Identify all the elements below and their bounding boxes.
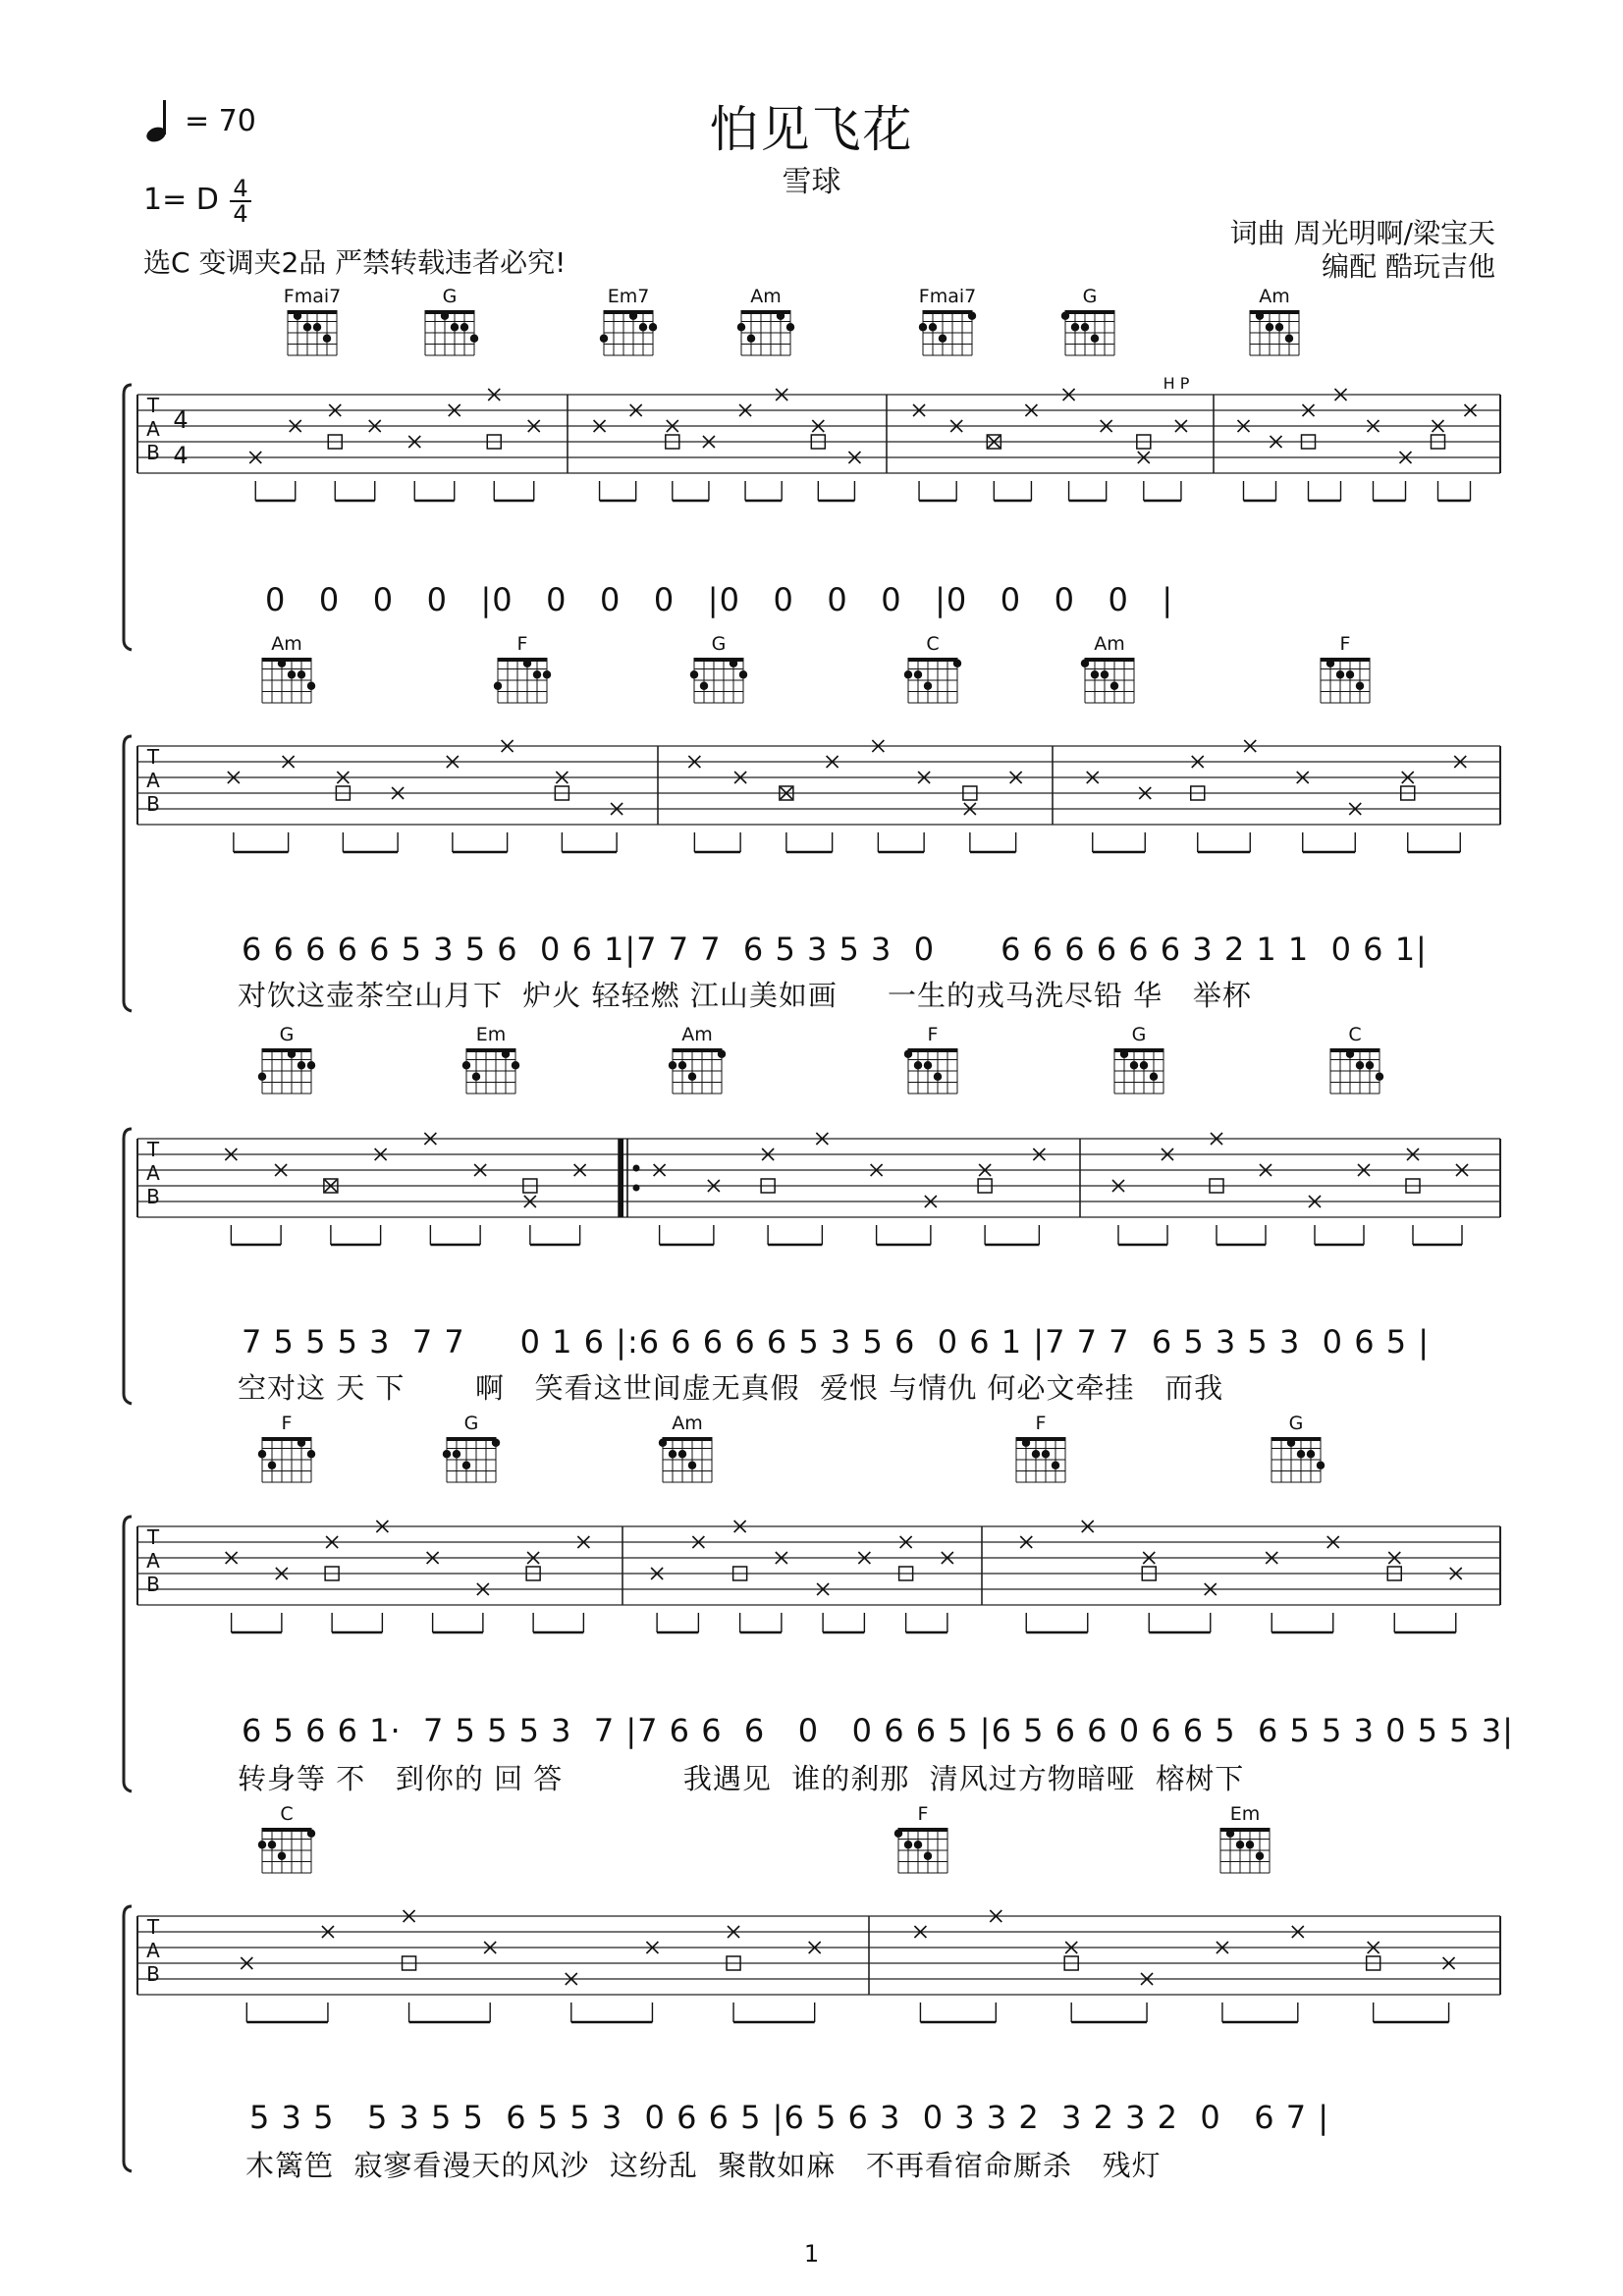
chord-finger-dot	[747, 335, 755, 343]
chord-finger-dot	[1317, 1462, 1325, 1469]
chord-nut	[262, 1048, 311, 1052]
chord-finger-dot	[303, 323, 311, 331]
chord-name: Em	[1229, 1803, 1261, 1825]
chord-finger-dot	[1307, 1450, 1315, 1458]
jianpu-row-3: 7 5 5 5 3 7 7 0 1 6 |:6 6 6 6 6 5 3 5 6 0 6 1 |7 7 7 6 5 3 5 3 0 6 5 |	[242, 1323, 1431, 1361]
chord-finger-dot	[777, 312, 784, 320]
chord-finger-dot	[258, 1073, 266, 1081]
system-bracket	[124, 736, 132, 1011]
chord-nut	[1330, 1048, 1380, 1052]
repeat-dot	[633, 1165, 640, 1172]
chord-finger-dot	[298, 1061, 305, 1069]
chord-finger-dot	[462, 1061, 470, 1069]
chord-finger-dot	[298, 1439, 305, 1447]
chord-finger-dot	[669, 1061, 676, 1069]
chord-finger-dot	[730, 660, 737, 667]
chord-finger-dot	[1061, 312, 1069, 320]
chord-nut	[604, 310, 653, 314]
chord-finger-dot	[1032, 1450, 1040, 1458]
chord-finger-dot	[929, 323, 937, 331]
chord-name: Em7	[607, 286, 650, 307]
chord-name: C	[926, 633, 940, 655]
chord-finger-dot	[441, 312, 449, 320]
hammer-pull-label: H P	[1163, 374, 1190, 393]
chord-name: G	[463, 1413, 479, 1434]
lyrics-row-2: 对饮这壶茶空山月下 炉火 轻轻燃 江山美如画 一生的戎马洗尽铅 华 举杯	[238, 979, 1252, 1012]
chord-finger-dot	[718, 1050, 726, 1058]
chord-name: Am	[750, 286, 782, 307]
credit-arrange: 编配 酷玩吉他	[1322, 250, 1495, 283]
tab-clef-letter: A	[146, 417, 160, 441]
chord-finger-dot	[1297, 1450, 1305, 1458]
chord-finger-dot	[924, 1061, 932, 1069]
chord-nut	[898, 1828, 947, 1832]
chord-finger-dot	[288, 670, 296, 678]
chord-finger-dot	[307, 1450, 315, 1458]
chord-finger-dot	[1346, 670, 1354, 678]
tempo-value: = 70	[185, 103, 256, 138]
repeat-barline-thick	[619, 1139, 623, 1217]
chord-finger-dot	[914, 1841, 922, 1848]
tab-clef-letter: A	[146, 1549, 160, 1573]
chord-finger-dot	[1366, 1061, 1374, 1069]
chord-finger-dot	[953, 660, 961, 667]
chord-finger-dot	[1376, 1073, 1383, 1081]
chord-finger-dot	[914, 1061, 922, 1069]
chord-nut	[923, 310, 972, 314]
chord-finger-dot	[1091, 670, 1099, 678]
chord-nut	[673, 1048, 722, 1052]
chord-finger-dot	[919, 323, 927, 331]
chord-name: Am	[681, 1024, 713, 1045]
chord-finger-dot	[512, 1061, 519, 1069]
chord-finger-dot	[894, 1830, 902, 1838]
chord-finger-dot	[924, 1852, 932, 1860]
chord-finger-dot	[523, 660, 531, 667]
chord-finger-dot	[939, 335, 947, 343]
chord-finger-dot	[1091, 335, 1099, 343]
chord-finger-dot	[688, 1462, 696, 1469]
chord-finger-dot	[659, 1439, 667, 1447]
system-bracket	[124, 385, 132, 650]
chord-finger-dot	[268, 1841, 276, 1848]
chord-finger-dot	[924, 682, 932, 690]
chord-nut	[908, 658, 957, 662]
chord-name: G	[1288, 1413, 1304, 1434]
chord-finger-dot	[678, 1450, 686, 1458]
chord-name: G	[442, 286, 458, 307]
tab-time-sig: 4	[173, 442, 189, 469]
chord-name: Fmai7	[918, 286, 977, 307]
chord-finger-dot	[1150, 1073, 1158, 1081]
chord-finger-dot	[1356, 682, 1364, 690]
chord-finger-dot	[1110, 682, 1118, 690]
chord-finger-dot	[1266, 323, 1273, 331]
chord-finger-dot	[688, 1073, 696, 1081]
chord-finger-dot	[494, 682, 502, 690]
chord-nut	[425, 310, 474, 314]
chord-finger-dot	[470, 335, 478, 343]
tab-clef-letter: T	[146, 1915, 160, 1939]
chord-finger-dot	[639, 323, 647, 331]
tab-clef-letter: A	[146, 769, 160, 792]
jianpu-row-5: 5 3 5 5 3 5 5 6 5 5 3 0 6 6 5 |6 5 6 3 0 3 3 2 3 2 3 2 0 6 7 |	[249, 2099, 1330, 2136]
chord-finger-dot	[453, 1450, 460, 1458]
lyrics-row-3: 空对这 天 下 啊 笑看这世间虚无真假 爱恨 与情仇 何必文牵挂 而我	[238, 1371, 1224, 1405]
chord-finger-dot	[1356, 1061, 1364, 1069]
chord-finger-dot	[904, 1050, 912, 1058]
tab-clef-letter: T	[146, 394, 160, 417]
jianpu-row-2: 6 6 6 6 6 5 3 5 6 0 6 1|7 7 7 6 5 3 5 3 0 6 6 6 6 6 6 3 2 1 1 0 6 1|	[242, 931, 1428, 968]
credit-lyrics: 词曲 周光明啊/梁宝天	[1229, 217, 1495, 249]
chord-finger-dot	[934, 1073, 942, 1081]
chord-finger-dot	[258, 1450, 266, 1458]
chord-finger-dot	[543, 670, 551, 678]
chord-finger-dot	[1336, 670, 1344, 678]
chord-finger-dot	[492, 1439, 500, 1447]
chord-finger-dot	[533, 670, 541, 678]
singer-name: 雪球	[782, 165, 841, 199]
repeat-dot	[633, 1185, 640, 1192]
chord-finger-dot	[313, 323, 321, 331]
chord-finger-dot	[904, 670, 912, 678]
tab-clef-letter: A	[146, 1939, 160, 1962]
chord-finger-dot	[669, 1450, 676, 1458]
chord-finger-dot	[307, 1061, 315, 1069]
tab-clef-letter: B	[146, 792, 160, 816]
chord-finger-dot	[739, 670, 747, 678]
chord-finger-dot	[288, 1050, 296, 1058]
chord-finger-dot	[1326, 660, 1334, 667]
chord-nut	[447, 1437, 496, 1441]
chord-name: C	[1348, 1024, 1362, 1045]
chord-finger-dot	[462, 1462, 470, 1469]
chord-name: Am	[1259, 286, 1290, 307]
chord-finger-dot	[649, 323, 657, 331]
tab-clef-letter: T	[146, 1525, 160, 1549]
chord-name: F	[927, 1024, 939, 1045]
chord-finger-dot	[1120, 1050, 1128, 1058]
chord-finger-dot	[443, 1450, 451, 1458]
chord-finger-dot	[690, 670, 698, 678]
chord-name: F	[281, 1413, 293, 1434]
chord-nut	[498, 658, 547, 662]
page-number: 1	[803, 2240, 820, 2268]
tab-clef-letter: B	[146, 1573, 160, 1596]
chord-finger-dot	[1052, 1462, 1059, 1469]
chord-name: G	[711, 633, 727, 655]
chord-finger-dot	[307, 682, 315, 690]
chord-finger-dot	[1042, 1450, 1050, 1458]
chord-finger-dot	[1081, 660, 1089, 667]
chord-finger-dot	[268, 1462, 276, 1469]
chord-finger-dot	[1256, 1852, 1264, 1860]
chord-finger-dot	[1287, 1439, 1295, 1447]
song-title: 怕见飞花	[709, 101, 914, 158]
chord-name: Am	[271, 633, 302, 655]
tab-clef-letter: B	[146, 441, 160, 464]
chord-name: G	[279, 1024, 295, 1045]
chord-finger-dot	[1140, 1061, 1148, 1069]
tab-time-sig: 4	[173, 406, 189, 434]
chord-nut	[1085, 658, 1134, 662]
chord-finger-dot	[914, 670, 922, 678]
chord-name: F	[516, 633, 528, 655]
chord-finger-dot	[1246, 1841, 1254, 1848]
chord-nut	[262, 658, 311, 662]
chord-finger-dot	[1236, 1841, 1244, 1848]
chord-nut	[1271, 1437, 1321, 1441]
chord-finger-dot	[1081, 323, 1089, 331]
chord-finger-dot	[1226, 1830, 1234, 1838]
capo-note: 选C 变调夹2品 严禁转载违者必究!	[143, 246, 567, 279]
chord-finger-dot	[1275, 323, 1283, 331]
jianpu-row-4: 6 5 6 6 1· 7 5 5 5 3 7 |7 6 6 6 0 0 6 6 5 |6 5 6 6 0 6 6 5 6 5 5 3 0 5 5 3|	[242, 1712, 1514, 1749]
chord-name: Am	[672, 1413, 703, 1434]
tab-clef-letter: B	[146, 1962, 160, 1986]
tab-clef-letter: T	[146, 1138, 160, 1161]
chord-finger-dot	[278, 1852, 286, 1860]
chord-name: F	[917, 1803, 929, 1825]
chord-nut	[663, 1437, 712, 1441]
tab-clef-letter: A	[146, 1161, 160, 1185]
chord-finger-dot	[968, 312, 976, 320]
lyrics-row-4: 转身等 不 到你的 回 答 我遇见 谁的刹那 清风过方物暗哑 榕树下	[238, 1762, 1245, 1795]
chord-nut	[908, 1048, 957, 1052]
chord-finger-dot	[472, 1073, 480, 1081]
chord-name: C	[280, 1803, 294, 1825]
chord-name: F	[1339, 633, 1351, 655]
chord-finger-dot	[258, 1841, 266, 1848]
chord-finger-dot	[678, 1061, 686, 1069]
chord-name: G	[1131, 1024, 1147, 1045]
chord-finger-dot	[294, 312, 301, 320]
chord-finger-dot	[1071, 323, 1079, 331]
chord-nut	[1065, 310, 1114, 314]
chord-name: F	[1035, 1413, 1047, 1434]
chord-finger-dot	[1022, 1439, 1030, 1447]
system-bracket	[124, 1129, 132, 1404]
chord-finger-dot	[904, 1841, 912, 1848]
chord-finger-dot	[1256, 312, 1264, 320]
lyrics-row-5: 木篱笆 寂寥看漫天的风沙 这纷乱 聚散如麻 不再看宿命厮杀 残灯	[245, 2149, 1162, 2182]
chord-finger-dot	[307, 1830, 315, 1838]
tab-clef-letter: T	[146, 745, 160, 769]
time-signature: 4 4	[230, 177, 251, 226]
chord-finger-dot	[1101, 670, 1109, 678]
chord-name: G	[1082, 286, 1098, 307]
jianpu-row-1: 0 0 0 0 |0 0 0 0 |0 0 0 0 |0 0 0 0 |	[265, 581, 1174, 618]
chord-finger-dot	[629, 312, 637, 320]
chord-finger-dot	[600, 335, 608, 343]
chord-name: Am	[1094, 633, 1125, 655]
chord-finger-dot	[1130, 1061, 1138, 1069]
chord-name: Em	[475, 1024, 507, 1045]
system-bracket	[124, 1906, 132, 2171]
chord-finger-dot	[323, 335, 331, 343]
chord-finger-dot	[460, 323, 468, 331]
chord-finger-dot	[1285, 335, 1293, 343]
chord-nut	[262, 1828, 311, 1832]
chord-finger-dot	[502, 1050, 510, 1058]
chord-finger-dot	[786, 323, 794, 331]
chord-finger-dot	[700, 682, 708, 690]
chord-finger-dot	[1346, 1050, 1354, 1058]
chord-finger-dot	[451, 323, 459, 331]
chord-name: Fmai7	[283, 286, 342, 307]
system-bracket	[124, 1517, 132, 1791]
chord-finger-dot	[298, 670, 305, 678]
tab-clef-letter: B	[146, 1185, 160, 1208]
key-signature: 1= D	[143, 183, 219, 217]
chord-finger-dot	[278, 660, 286, 667]
chord-finger-dot	[737, 323, 745, 331]
